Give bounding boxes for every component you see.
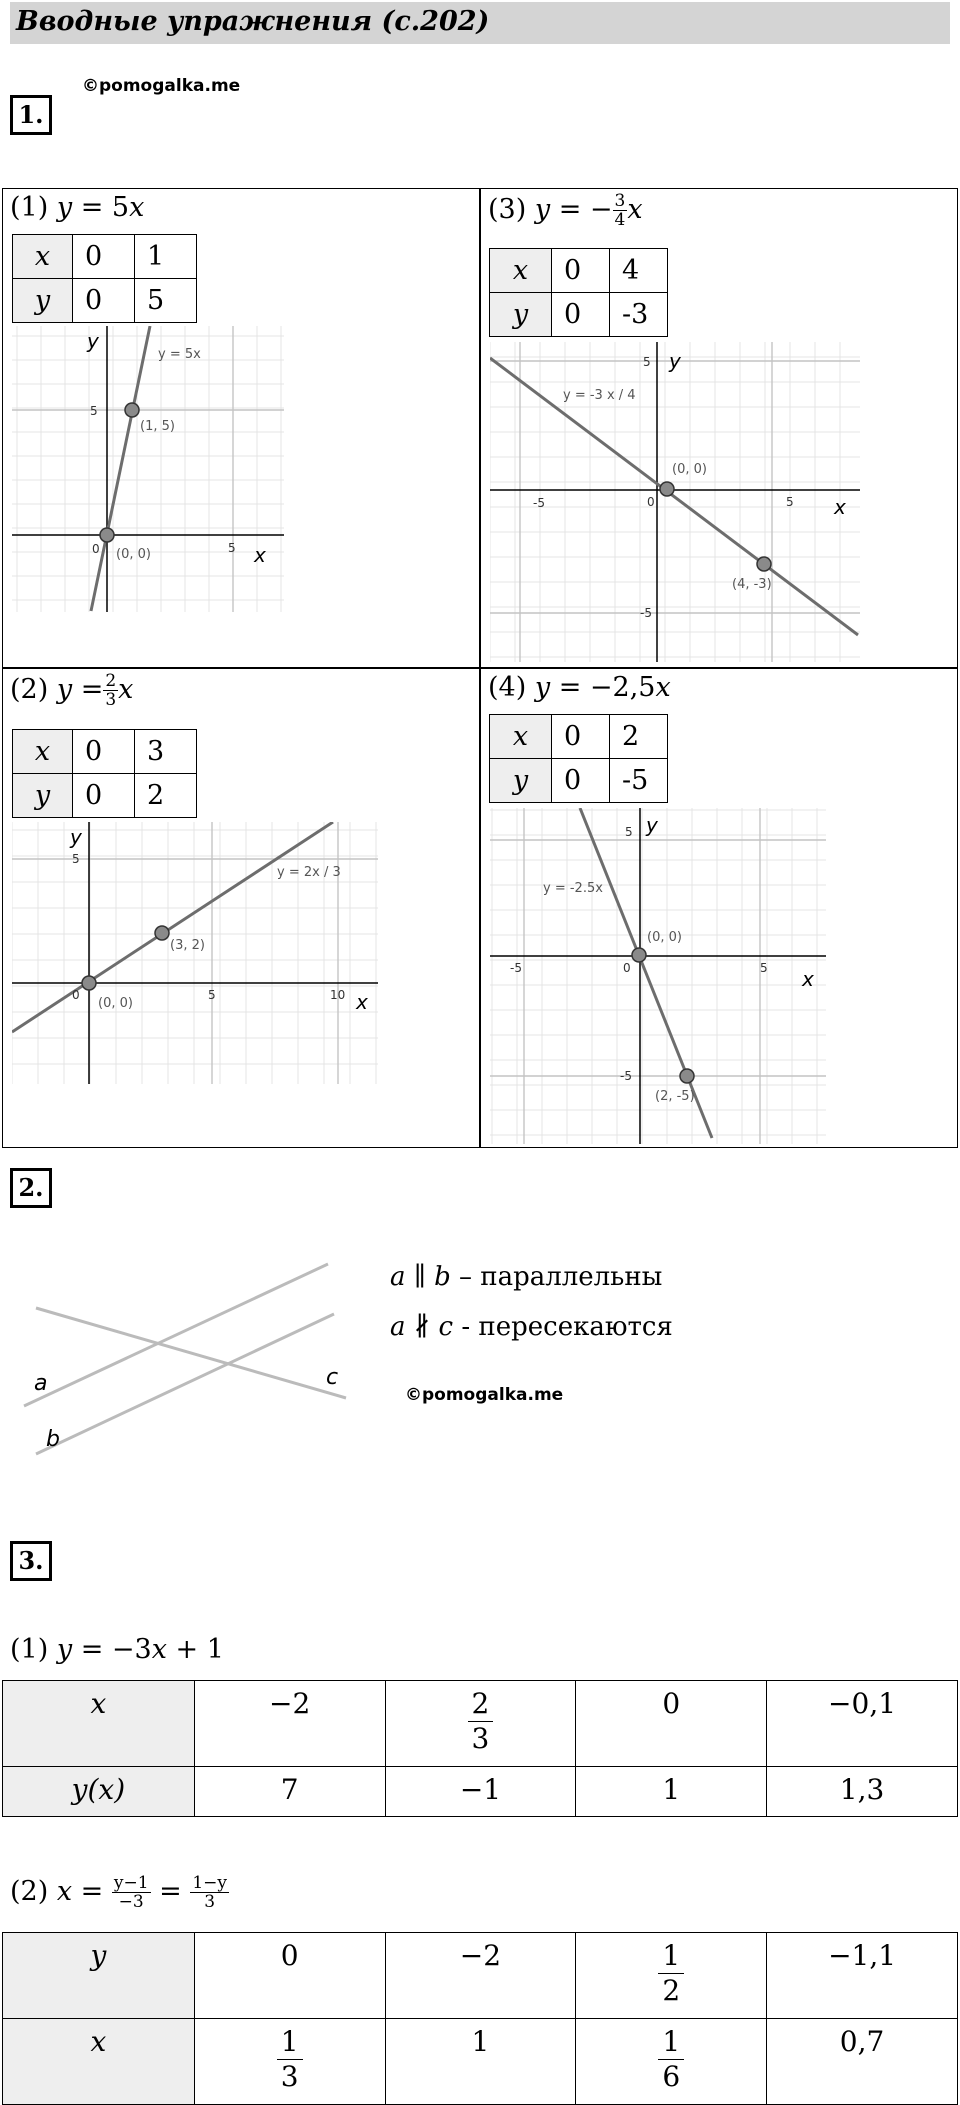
panel-1-value-table: [12, 234, 197, 323]
graph-point-label: (3, 2): [170, 938, 205, 953]
tick-label: 0: [92, 542, 100, 556]
line-a: [24, 1264, 328, 1406]
axis-label-y: y: [646, 813, 658, 837]
panel-4-value-table: [489, 714, 668, 803]
panel-4-graph: [490, 808, 826, 1144]
task-1-number: 1.: [10, 95, 52, 135]
graph-point-label: (0, 0): [98, 996, 133, 1011]
table-cell: 0: [552, 759, 610, 803]
table-head-x: x: [13, 235, 73, 279]
table-cell: 0: [194, 1933, 385, 2019]
table-head-y: y: [490, 293, 552, 337]
task-2-number: 2.: [10, 1168, 52, 1208]
statement-parallel: a ∥ b – параллельны: [390, 1262, 663, 1292]
value-table-2: [2, 1932, 958, 2105]
panel-3-equation: (3) y = − $\frac{3}{4}$ x: [488, 191, 643, 230]
table-head-y: y: [13, 279, 73, 323]
tick-label: -5: [640, 606, 652, 620]
graph-line-label: y = 2x / 3: [277, 865, 341, 880]
table-cell: −0,1: [767, 1681, 958, 1767]
equation-1: (1) y = −3x + 1: [10, 1634, 224, 1665]
axis-label-y: y: [70, 825, 82, 849]
table-cell: 1: [135, 235, 197, 279]
axis-label-y: y: [87, 329, 99, 353]
tick-label: 0: [647, 495, 655, 509]
tick-label: 0: [72, 988, 80, 1002]
tick-label: -5: [620, 1069, 632, 1083]
graph-point: [125, 403, 139, 417]
graph-point-label: (4, -3): [732, 577, 772, 592]
graph-point-label: (0, 0): [647, 930, 682, 945]
tick-label: 5: [208, 988, 216, 1002]
lines-figure: [16, 1250, 356, 1465]
axis-label-x: x: [834, 495, 846, 519]
tick-label: -5: [533, 496, 545, 510]
panel-2-equation: (2) y = $\frac{2}{3}$ x: [10, 671, 134, 710]
graph-point: [680, 1069, 694, 1083]
table-cell: 1,3: [767, 1767, 958, 1817]
watermark-top: ©pomogalka.me: [82, 76, 241, 96]
table-cell: $\frac{1}{3}$: [194, 2019, 385, 2105]
axis-label-x: x: [802, 967, 814, 991]
equation-2: (2) x = $\frac{y-1}{-3}$ = $\frac{1-y}{3}$: [10, 1873, 228, 1912]
panel-4-equation: (4) y = −2,5x: [488, 672, 671, 703]
table-head-y: y: [3, 1933, 195, 2019]
table-cell: 0: [73, 774, 135, 818]
table-head-yx: y(x): [3, 1767, 195, 1817]
panel-1-graph: [12, 326, 284, 612]
axis-label-x: x: [356, 990, 368, 1014]
table-cell: $\frac{1}{6}$: [576, 2019, 767, 2105]
table-head-x: x: [490, 715, 552, 759]
tick-label: 5: [643, 355, 651, 369]
tick-label: 5: [228, 541, 236, 555]
table-cell: 1: [576, 1767, 767, 1817]
table-cell: 0: [73, 730, 135, 774]
tick-label: 0: [623, 961, 631, 975]
value-table-1: [2, 1680, 958, 1817]
table-cell: 0: [576, 1681, 767, 1767]
table-cell: −1,1: [767, 1933, 958, 2019]
statement-intersect: a ∦ c - пересекаются: [390, 1312, 673, 1342]
table-cell: −2: [385, 1933, 576, 2019]
tick-label: 5: [625, 825, 633, 839]
table-cell: −1: [385, 1767, 576, 1817]
task-3-number: 3.: [10, 1541, 52, 1581]
graph-point: [757, 557, 771, 571]
graph-point: [632, 948, 646, 962]
table-cell: 2: [610, 715, 668, 759]
tick-label: 10: [330, 988, 346, 1002]
graph-point: [155, 926, 169, 940]
graph-point: [82, 976, 96, 990]
table-cell: $\frac{2}{3}$: [385, 1681, 576, 1767]
table-head-x: x: [3, 1681, 195, 1767]
table-cell: 0: [552, 715, 610, 759]
table-cell: -3: [610, 293, 668, 337]
table-head-x: x: [3, 2019, 195, 2105]
table-cell: 0: [552, 249, 610, 293]
line-c: [36, 1308, 346, 1398]
graph-point-label: (2, -5): [655, 1089, 695, 1104]
table-cell: −2: [194, 1681, 385, 1767]
panel-3-value-table: [489, 248, 668, 337]
table-cell: 5: [135, 279, 197, 323]
panel-2-value-table: [12, 729, 197, 818]
tick-label: 5: [90, 404, 98, 418]
graph-line-label: y = -3 x / 4: [563, 388, 636, 403]
table-cell: 0,7: [767, 2019, 958, 2105]
line-b: [36, 1314, 334, 1454]
graph-line: [490, 358, 858, 635]
table-cell: 7: [194, 1767, 385, 1817]
graph-line-label: y = 5x: [158, 347, 201, 362]
page-title: Вводные упражнения (с.202): [16, 6, 490, 37]
graph-point: [100, 528, 114, 542]
tick-label: 5: [72, 852, 80, 866]
table-head-x: x: [13, 730, 73, 774]
panel-3-graph: [490, 342, 860, 662]
table-cell: 1: [385, 2019, 576, 2105]
table-cell: 0: [73, 235, 135, 279]
graph-point: [660, 482, 674, 496]
table-cell: 2: [135, 774, 197, 818]
table-cell: 0: [73, 279, 135, 323]
panel-2-graph: [12, 822, 378, 1084]
watermark-middle: ©pomogalka.me: [405, 1385, 564, 1405]
table-cell: -5: [610, 759, 668, 803]
tick-label: -5: [510, 961, 522, 975]
tick-label: 5: [786, 495, 794, 509]
graph-line: [91, 326, 150, 611]
table-head-x: x: [490, 249, 552, 293]
line-b-label: b: [46, 1427, 60, 1452]
table-cell: 0: [552, 293, 610, 337]
graph-point-label: (0, 0): [672, 462, 707, 477]
graph-point-label: (1, 5): [140, 419, 175, 434]
axis-label-x: x: [254, 543, 266, 567]
graph-line: [12, 822, 333, 1032]
panel-1-equation: (1) y = 5x: [10, 192, 145, 223]
table-cell: $\frac{1}{2}$: [576, 1933, 767, 2019]
table-cell: 3: [135, 730, 197, 774]
graph-line-label: y = -2.5x: [543, 881, 603, 896]
line-a-label: a: [34, 1371, 48, 1396]
table-cell: 4: [610, 249, 668, 293]
graph-point-label: (0, 0): [116, 547, 151, 562]
table-head-y: y: [13, 774, 73, 818]
tick-label: 5: [760, 961, 768, 975]
line-c-label: c: [326, 1365, 339, 1390]
axis-label-y: y: [669, 349, 681, 373]
table-head-y: y: [490, 759, 552, 803]
